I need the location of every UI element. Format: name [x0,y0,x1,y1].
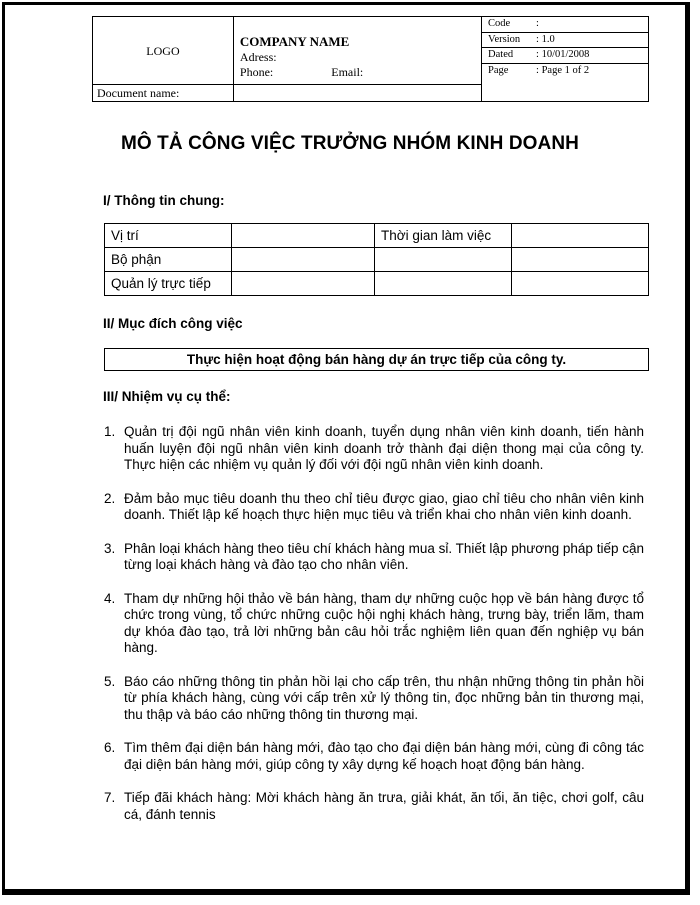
list-item: 2. Đảm bảo mục tiêu doanh thu theo chỉ tiêu được giao, giao chỉ tiêu cho nhân viên kinh doanh. Thiết lập kế hoạch thực hiện mục tiêu và triển khai cho nhân viên kinh doanh. [104,490,644,522]
task-list [104,424,644,840]
contact-line [240,65,481,80]
meta-row-version: Version : 1.0 [482,33,648,49]
document-header [92,16,649,102]
meta-row-code: Code : [482,17,648,33]
list-item: 1. Quản trị đội ngũ nhân viên kinh doanh, tuyển dụng nhân viên kinh doanh, tiến hành huấn luyện đội ngũ nhân viên kinh doanh trở thành đại diện thong mại của công ty. Thực hiện các nhiệm vụ quản lý đối với đội ngũ nhân viên kinh doanh. [104,424,644,472]
list-item: 7. Tiếp đãi khách hàng: Mời khách hàng ăn trưa, giải khát, ăn tối, ăn tiệc, chơi golf, câu cá, đánh tennis [104,790,644,822]
table-row: Quản lý trực tiếp [105,272,649,296]
purpose-box: Thực hiện hoạt động bán hàng dự án trực tiếp của công ty. [104,348,649,371]
meta-row-dated: Dated : 10/01/2008 [482,48,648,64]
document-title: MÔ TẢ CÔNG VIỆC TRƯỞNG NHÓM KINH DOANH [121,133,579,154]
section-3-heading: III/ Nhiệm vụ cụ thể: [103,389,231,404]
address-label: Adress: [239,50,277,64]
general-info-table [104,223,649,296]
document-name-value [233,85,481,102]
company-cell [233,17,481,85]
document-name-label: Document name: [93,85,234,102]
list-item: 6. Tìm thêm đại diện bán hàng mới, đào tạo cho đại diện bán hàng mới, cùng đi công tác đại diện bán hàng mới, giúp công ty xây dựng kế hoạch hoạt động bán hàng. [104,740,644,772]
list-item: 3. Phân loại khách hàng theo tiêu chí khách hàng mua sỉ. Thiết lập phương pháp tiếp cận từng loại khách hàng và đào tạo cho nhân viên. [104,540,644,572]
phone-label: Phone: [239,65,274,79]
meta-row-page: Page : Page 1 of 2 [488,64,590,76]
list-item: 4. Tham dự những hội thảo về bán hàng, tham dự những cuộc họp về bán hàng được tổ chức trong vùng, tổ chức những cuộc hội nghị khách hàng, trưng bày, triển lãm, tham dự khóa đào tạo, trả lời những bản câu hỏi trắc nghiệm liên quan đến nghiệp vụ bán hàng. [104,590,644,655]
table-row: Vị trí Thời gian làm việc [105,224,649,248]
section-2-heading: II/ Mục đích công việc [103,316,243,331]
company-name: COMPANY NAME [239,34,350,49]
table-row: Bộ phận [105,248,649,272]
email-label: Email: [331,65,364,79]
document-meta [482,17,649,102]
logo-cell [93,17,234,85]
section-1-heading: I/ Thông tin chung: [103,193,225,208]
logo: LOGO [146,44,180,58]
list-item: 5. Báo cáo những thông tin phản hồi lại cho cấp trên, thu nhận những thông tin phản hồi từ phía khách hàng, cùng với cấp trên xử lý thông tin, đọc những bản tin thương mại, thu thập và báo cáo những thông tin thương mại. [104,673,644,722]
